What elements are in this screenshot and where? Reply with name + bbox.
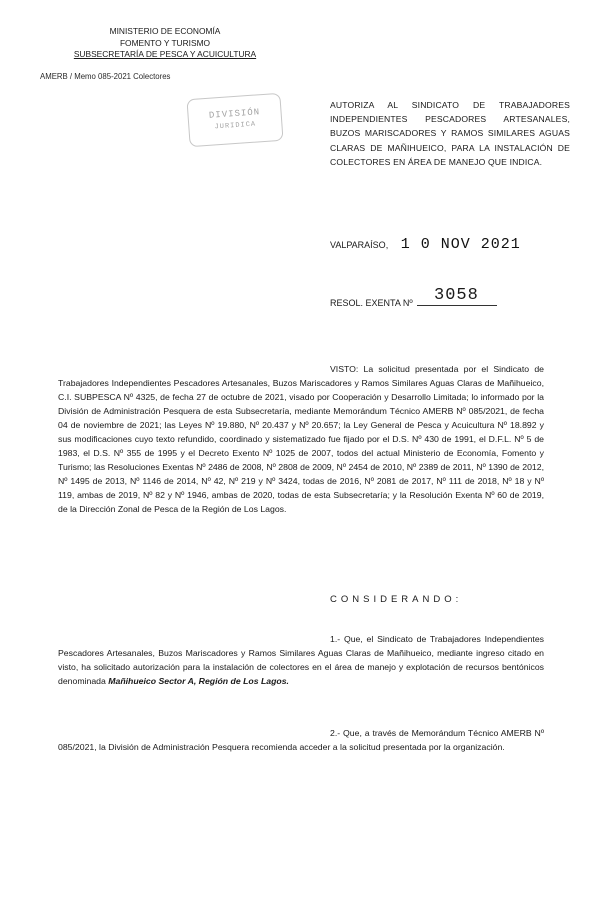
- area-name: Mañihueico Sector A, Región de Los Lagos.: [108, 676, 289, 686]
- memo-reference: AMERB / Memo 085-2021 Colectores: [40, 72, 171, 81]
- number-underline: [417, 305, 497, 306]
- considerando-1-text: Que, el Sindicato de Trabajadores Independientes Pescadores Artesanales, Buzos Mariscadores y Ramos Similares Aguas Claras de Mañihueico, mediante ingreso citado en visto, ha solicitado autorización para la instalación de colectores en el área de manejo y explotación de recursos bentónicos denominada: [58, 634, 544, 686]
- city: VALPARAÍSO,: [330, 240, 389, 250]
- undersecretariat-name: SUBSECRETARÍA DE PESCA Y ACUICULTURA: [73, 49, 257, 59]
- visto-paragraph: [58, 362, 544, 516]
- ministry-subtitle: FOMENTO Y TURISMO: [119, 37, 211, 48]
- resolution-number: 3058: [434, 286, 479, 305]
- letterhead: [40, 26, 290, 61]
- considerando-2-text: Que, a través de Memorándum Técnico AMERB Nº 085/2021, la División de Administración Pesquera recomienda acceder a la solicitud presentada por la organización.: [58, 728, 544, 752]
- resolution-subject: AUTORIZA AL SINDICATO DE TRABAJADORES INDEPENDIENTES PESCADORES ARTESANALES, BUZOS MARISCADORES Y RAMOS SIMILARES AGUAS CLARAS DE MAÑIHUEICO, PARA LA INSTALACIÓN DE COLECTORES EN ÁREA DE MANEJO QUE INDICA.: [330, 100, 570, 167]
- visto-text: La solicitud presentada por el Sindicato de Trabajadores Independientes Pescadores Artesanales, Buzos Mariscadores y Ramos Similares Aguas Claras de Mañihueico, C.I. SUBPESCA Nº 4325, de fecha 27 de octubre de 2021, visado por Cooperación y Desarrollo Limitada; lo informado por la División de Administración Pesquera de esta Subsecretaría, mediante Memorándum Técnico AMERB Nº 085/2021, de fecha 04 de noviembre de 2021; las Leyes Nº 19.880, Nº 20.437 y Nº 20.657; la Ley General de Pesca y Acuicultura Nº 18.892 y sus modificaciones cuyo texto refundido, coordinado y sistematizado fue fijado por el D.S. Nº 430 de 1991, el D.F.L. Nº 5 de 1983, el D.S. Nº 355 de 1995 y el Decreto Exento Nº 1025 de 2007, todos del actual Ministerio de Economía, Fomento y Turismo; las Resoluciones Exentas Nº 2486 de 2008, Nº 2808 de 2009, Nº 2454 de 2010, Nº 2389 de 2011, Nº 1390 de 2012, Nº 1495 de 2013, Nº 1146 de 2014, Nº 42, Nº 219 y Nº 3424, todas de 2016, Nº 2081 de 2017, Nº 111 de 2018, Nº 18 y Nº 119, ambas de 2019, Nº 82 y Nº 1946, ambas de 2020, todas de esta Subsecretaría; y la Resolución Exenta Nº 60 de 2019, de la Dirección Zonal de Pesca de la Región de Los Lagos.: [58, 364, 544, 514]
- item-number: 1.-: [330, 634, 341, 644]
- division-stamp: [186, 93, 283, 147]
- considerando-1: [58, 632, 544, 688]
- item-number: 2.-: [330, 728, 341, 738]
- stamp-line-1: DIVISIÓN: [208, 107, 261, 121]
- stamped-date: 1 0 NOV 2021: [400, 236, 521, 253]
- resolution-number-block: [330, 286, 530, 308]
- place-and-date: [330, 236, 521, 253]
- visto-label: VISTO:: [330, 364, 359, 374]
- stamp-line-2: JURIDICA: [214, 120, 257, 132]
- considerando-2: [58, 726, 544, 754]
- ministry-name: MINISTERIO DE ECONOMÍA: [109, 26, 221, 36]
- resolution-label: RESOL. EXENTA Nº: [330, 298, 413, 308]
- considerando-title: CONSIDERANDO:: [330, 594, 463, 605]
